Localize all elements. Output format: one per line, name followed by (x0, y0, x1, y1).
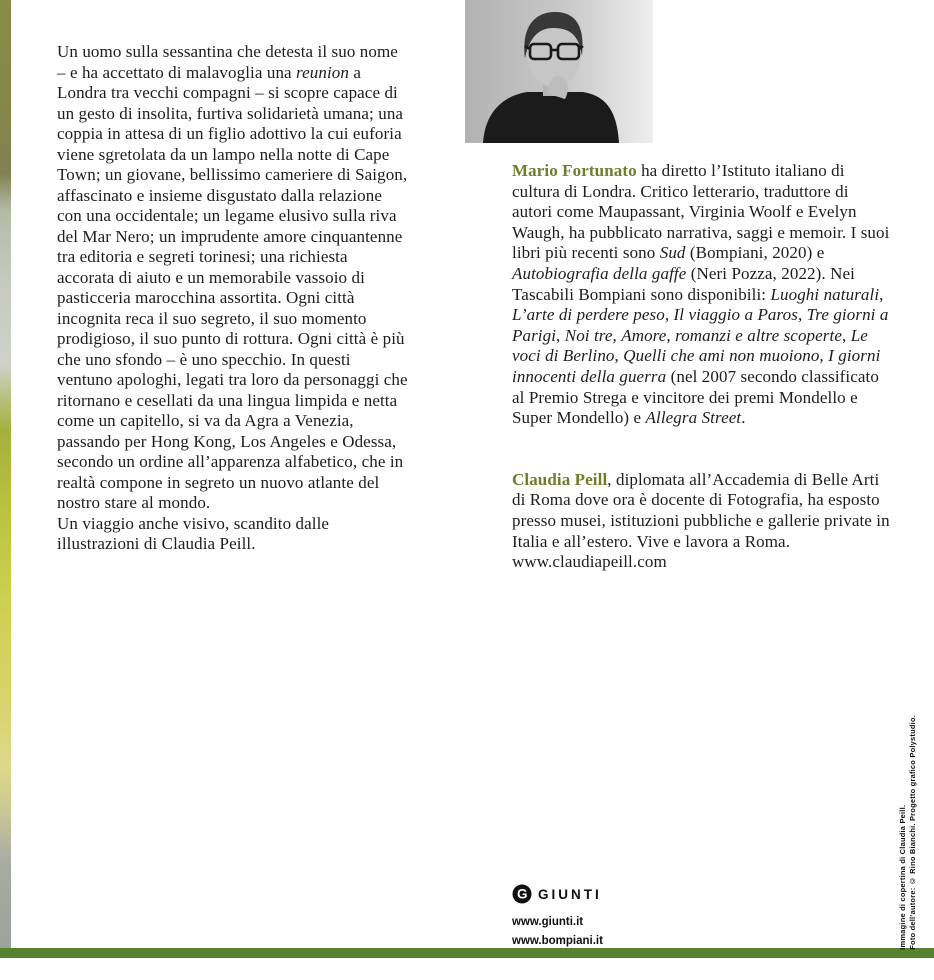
back-cover-blurb: Un uomo sulla sessantina che detesta il suo nome – e ha accettato di malavoglia una reunion a Londra tra vecchi compagni – si scopre capace di un gesto di insolita, furtiva solidarietà umana; una coppia in attesa di un figlio adottivo la cui euforia viene sgretolata da un lampo nella notte di Cape Town; un giovane, bellissimo cameriere di Saigon, affascinato e insieme disgustato dalla relazione con una occidentale; un legame elusivo sulla riva del Mar Nero; un imprudente amore cinquantenne tra editoria e segreti torinesi; una richiesta accorata di aiuto e un memorabile vassoio di pasticceria marocchina assortita. Ogni città incognita reca il suo segreto, il suo momento prodigioso, il suo punto di rottura. Ogni città è più che uno sfondo – è uno specchio. In questi ventuno apologhi, legati tra loro da personaggi che ritornano e cesellati da una lingua limpida e netta come un capitello, si va da Agra a Venezia, passando per Hong Kong, Los Angeles e Odessa, secondo un ordine all’apparenza alfabetico, che in realtà compone in segreto un nuovo atlante del nostro stare al mondo. Un viaggio anche visivo, scandito dalle illustrazioni di Claudia Peill. (57, 42, 408, 553)
bottom-green-bar (0, 948, 934, 958)
giunti-g-icon (512, 884, 532, 904)
publisher-logo (512, 884, 603, 904)
print-credits-line2: Foto dell’autore: © Rino Bianchi. Progetto grafico Polystudio. (908, 715, 917, 950)
cover-spine-strip (0, 0, 11, 958)
print-credits-line1: Immagine di copertina di Claudia Peill. (898, 805, 907, 950)
author-bio: Mario Fortunato ha diretto l’Istituto italiano di cultura di Londra. Critico letterario, traduttore di autori come Maupassant, Virginia Woolf e Evelyn Waugh, ha pubblicato narrativa, saggi e memoir. I suoi libri più recenti sono Sud (Bompiani, 2020) e Autobiografia della gaffe (Neri Pozza, 2022). Nei Tascabili Bompiani sono disponibili: Luoghi naturali, L’arte di perdere peso, Il viaggio a Paros, Tre giorni a Parigi, Noi tre, Amore, romanzi e altre scoperte, Le voci di Berlino, Quelli che ami non muoiono, I giorni innocenti della guerra (nel 2007 secondo classificato al Premio Strega e vincitore dei premi Mondello e Super Mondello) e Allegra Street. (512, 161, 890, 428)
publisher-block (512, 884, 603, 951)
publisher-websites (512, 913, 603, 951)
author-bio-column (512, 161, 892, 573)
svg-text:G: G (516, 886, 528, 902)
website-bompiani: www.bompiani.it (512, 935, 603, 947)
print-credits (898, 715, 918, 950)
author-portrait-photo (465, 0, 653, 143)
website-giunti: www.giunti.it (512, 916, 584, 928)
publisher-name: GIUNTI (538, 886, 602, 902)
illustrator-bio: Claudia Peill, diplomata all’Accademia di Belle Arti di Roma dove ora è docente di Fotografia, ha esposto presso musei, istituzioni pubbliche e gallerie private in Italia e all’estero. Vive e lavora a Roma. www.claudiapeill.com (512, 469, 890, 572)
